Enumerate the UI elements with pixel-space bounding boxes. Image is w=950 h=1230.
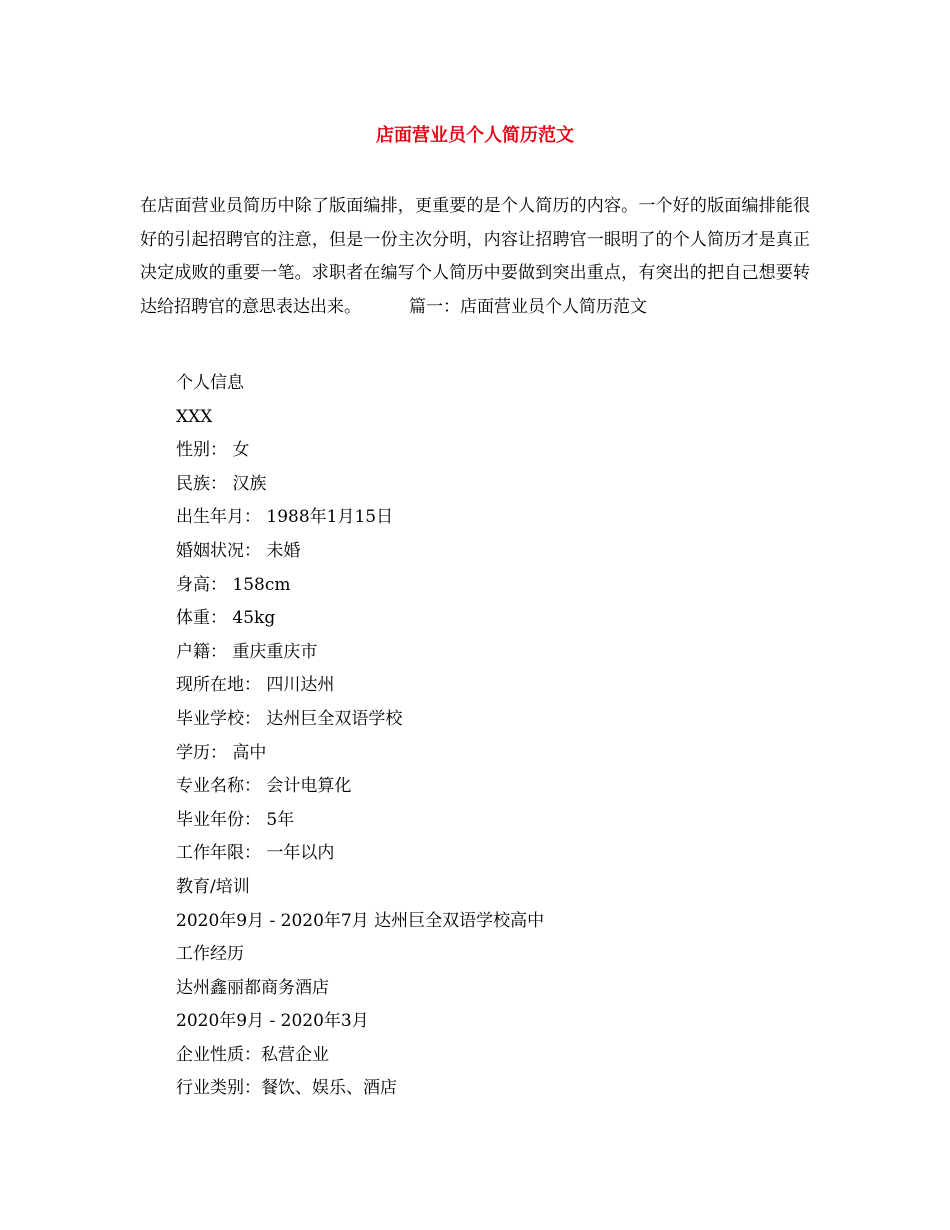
resume-line: 性别： 女 — [176, 440, 250, 461]
resume-line: 毕业年份： 5年 — [176, 809, 295, 830]
resume-line: 工作年限： 一年以内 — [176, 843, 335, 864]
resume-line: 现所在地： 四川达州 — [176, 675, 335, 696]
resume-line: 2020年9月 - 2020年7月 达州巨全双语学校高中 — [176, 910, 545, 931]
resume-line: 2020年9月 - 2020年3月 — [176, 1011, 369, 1032]
intro-text: 在店面营业员简历中除了版面编排，更重要的是个人简历的内容。一个好的版面编排能很好的引起招聘官的注意，但是一份主次分明，内容让招聘官一眼明了的个人简历才是真正决定成败的重要一笔。求职者在编写个人简历中要做到突出重点，有突出的把自己想要转达给招聘官的意思表达出来。 — [140, 196, 810, 317]
resume-line: XXX — [176, 406, 213, 427]
resume-line: 毕业学校： 达州巨全双语学校 — [176, 708, 403, 729]
resume-line: 户籍： 重庆重庆市 — [176, 641, 318, 662]
resume-line: 个人信息 — [176, 373, 244, 393]
section-heading: 篇一：店面营业员个人简历范文 — [409, 296, 647, 317]
resume-line: 工作经历 — [176, 944, 244, 965]
resume-line: 身高： 158cm — [176, 574, 291, 595]
resume-line: 专业名称： 会计电算化 — [176, 776, 352, 797]
intro-paragraph — [140, 190, 810, 324]
resume-lines — [176, 367, 816, 1106]
resume-line: 行业类别：餐饮、娱乐、酒店 — [176, 1078, 397, 1099]
resume-line: 体重： 45kg — [176, 608, 276, 629]
resume-line: 达州鑫丽都商务酒店 — [176, 977, 329, 998]
document-title: 店面营业员个人简历范文 — [376, 125, 574, 146]
resume-line: 企业性质：私营企业 — [176, 1044, 329, 1065]
resume-line: 婚姻状况： 未婚 — [176, 540, 301, 561]
resume-line: 民族： 汉族 — [176, 473, 267, 494]
resume-line: 出生年月： 1988年1月15日 — [176, 507, 394, 528]
resume-line: 学历： 高中 — [176, 742, 267, 763]
resume-line: 教育/培训 — [176, 876, 250, 897]
